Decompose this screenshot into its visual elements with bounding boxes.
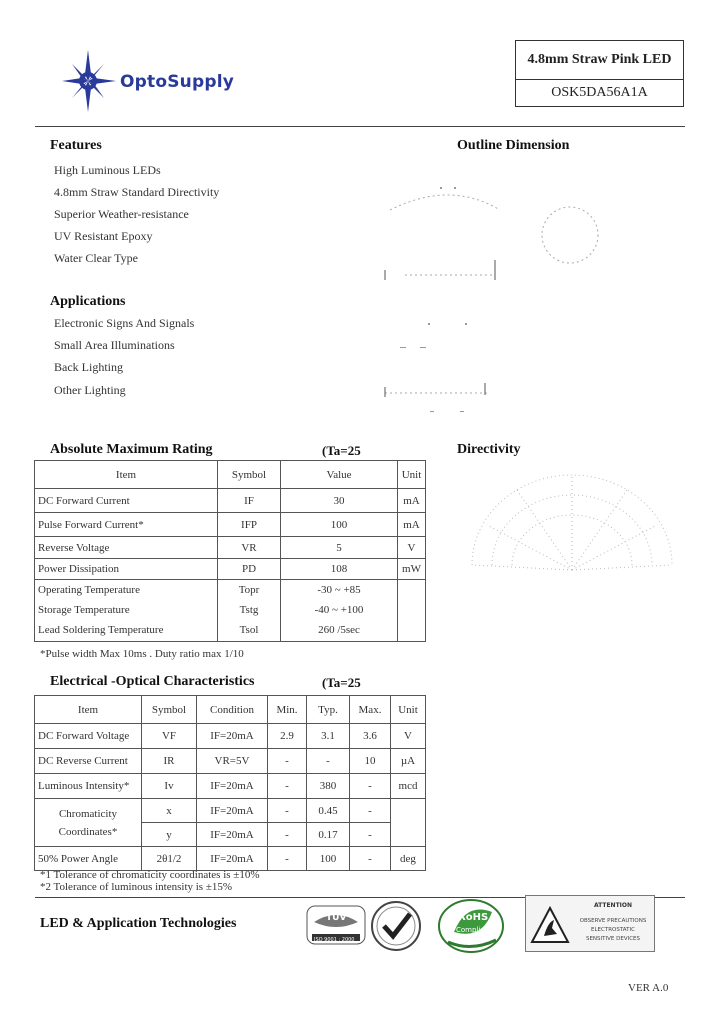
cell: µA <box>391 749 426 774</box>
eo-table <box>34 695 426 871</box>
cell: 30 <box>281 489 398 513</box>
rohs-label: RoHS <box>458 912 489 923</box>
title-box <box>515 40 684 107</box>
applications-heading: Applications <box>50 294 126 309</box>
cell: 2θ1/2 <box>142 847 197 871</box>
cell: IFP <box>218 513 281 537</box>
cell: VR=5V <box>197 749 268 774</box>
header-divider <box>35 126 685 127</box>
cell: DC Reverse Current <box>35 749 142 774</box>
directivity-heading: Directivity <box>457 442 521 457</box>
cell: 5 <box>281 537 398 559</box>
cell: y <box>142 823 197 847</box>
check-mark-icon <box>370 900 422 952</box>
cell: Reverse Voltage <box>35 537 218 559</box>
cell: 108 <box>281 559 398 580</box>
col-header: Condition <box>197 696 268 724</box>
cell: - <box>350 774 391 799</box>
table-row <box>35 537 426 559</box>
cell: IF=20mA <box>197 847 268 871</box>
col-header: Unit <box>398 461 426 489</box>
chromaticity-label: Coordinates* <box>58 825 118 838</box>
attention-title: ATTENTION <box>593 902 633 909</box>
footer-title: LED & Application Technologies <box>40 916 237 931</box>
table-row <box>35 559 426 580</box>
table-row <box>35 580 426 642</box>
cell: Tstg <box>239 604 259 616</box>
cell: Iv <box>142 774 197 799</box>
cell: -30 ~ +85 <box>317 584 361 596</box>
cell: - <box>350 799 391 823</box>
table-row <box>35 847 426 871</box>
col-header: Symbol <box>218 461 281 489</box>
cell: Luminous Intensity* <box>35 774 142 799</box>
cell: - <box>268 823 307 847</box>
star-logo-icon <box>62 50 118 112</box>
cell: Storage Temperature <box>38 604 130 616</box>
cell: IF=20mA <box>197 799 268 823</box>
cell: Pulse Forward Current* <box>35 513 218 537</box>
cell: DC Forward Voltage <box>35 724 142 749</box>
attention-line: OBSERVE PRECAUTIONS <box>579 918 647 924</box>
cell: 10 <box>350 749 391 774</box>
table-row <box>35 489 426 513</box>
cell: 3.1 <box>307 724 350 749</box>
outline-heading: Outline Dimension <box>457 138 570 153</box>
cell: - <box>307 749 350 774</box>
cell: Operating Temperature <box>38 584 140 596</box>
outline-drawing <box>370 175 620 415</box>
esd-attention-label <box>525 895 655 952</box>
application-item: Other Lighting <box>54 383 126 397</box>
abs-max-ta: (Ta=25 <box>322 443 361 458</box>
cell: 260 /5sec <box>318 624 360 636</box>
col-header: Typ. <box>307 696 350 724</box>
feature-item: Water Clear Type <box>54 251 138 265</box>
certification-check-badge <box>370 900 422 952</box>
eo-note-2: *2 Tolerance of luminous intensity is ±15% <box>40 881 233 893</box>
cell: mA <box>398 489 426 513</box>
cell: VR <box>218 537 281 559</box>
cell: 3.6 <box>350 724 391 749</box>
application-item: Small Area Illuminations <box>54 338 175 352</box>
cell: Topr <box>238 584 260 596</box>
cell: 50% Power Angle <box>35 847 142 871</box>
cell: DC Forward Current <box>35 489 218 513</box>
abs-max-table <box>34 460 426 642</box>
eo-note-1: *1 Tolerance of chromaticity coordinates is ±10% <box>40 869 260 881</box>
col-header: Value <box>281 461 398 489</box>
cell: 100 <box>307 847 350 871</box>
cell: 2.9 <box>268 724 307 749</box>
cell: PD <box>218 559 281 580</box>
attention-line: ELECTROSTATIC <box>591 927 635 933</box>
directivity-chart <box>462 470 682 580</box>
cell: - <box>350 823 391 847</box>
feature-item: Superior Weather-resistance <box>54 207 189 221</box>
cell: - <box>268 847 307 871</box>
abs-max-note: *Pulse width Max 10ms . Duty ratio max 1/10 <box>40 648 244 660</box>
cell: IR <box>142 749 197 774</box>
cell: V <box>398 537 426 559</box>
cell: 380 <box>307 774 350 799</box>
cell: Power Dissipation <box>35 559 218 580</box>
table-row <box>35 774 426 799</box>
tuv-label: TÜV <box>326 913 347 923</box>
cell: x <box>142 799 197 823</box>
cell: - <box>350 847 391 871</box>
cell: Lead Soldering Temperature <box>38 624 164 636</box>
cell: IF=20mA <box>197 774 268 799</box>
cell: VF <box>142 724 197 749</box>
cell: mW <box>398 559 426 580</box>
part-number: OSK5DA56A1A <box>551 85 648 100</box>
cell: - <box>268 774 307 799</box>
iso-label: ISO 9001 : 2000 <box>314 937 355 943</box>
feature-item: High Luminous LEDs <box>54 163 161 177</box>
version-label: VER A.0 <box>628 982 669 994</box>
feature-item: UV Resistant Epoxy <box>54 229 153 243</box>
col-header: Unit <box>391 696 426 724</box>
col-header: Item <box>35 696 142 724</box>
cell: V <box>391 724 426 749</box>
optosupply-logo <box>62 50 272 114</box>
cell: - <box>268 749 307 774</box>
cell: -40 ~ +100 <box>314 604 364 616</box>
rohs-badge <box>436 898 506 954</box>
brand-name: OptoSupply <box>120 72 235 92</box>
cell: Tsol <box>239 624 259 636</box>
chromaticity-label: Chromaticity <box>58 807 118 820</box>
attention-line: SENSITIVE DEVICES <box>585 936 641 942</box>
feature-item: 4.8mm Straw Standard Directivity <box>54 185 220 199</box>
table-row <box>35 799 426 823</box>
eo-heading: Electrical -Optical Characteristics <box>50 674 255 689</box>
tuv-iso-badge <box>306 902 366 948</box>
col-header: Item <box>35 461 218 489</box>
cell: 0.45 <box>307 799 350 823</box>
cell: IF=20mA <box>197 724 268 749</box>
abs-max-heading: Absolute Maximum Rating <box>50 442 213 457</box>
rohs-sub: Compliant <box>456 926 492 934</box>
col-header: Symbol <box>142 696 197 724</box>
col-header: Min. <box>268 696 307 724</box>
cell: IF=20mA <box>197 823 268 847</box>
eo-ta: (Ta=25 <box>322 675 361 690</box>
cell: IF <box>218 489 281 513</box>
cell: 100 <box>281 513 398 537</box>
table-row <box>35 749 426 774</box>
features-heading: Features <box>50 138 102 153</box>
cell: mA <box>398 513 426 537</box>
product-title: 4.8mm Straw Pink LED <box>516 41 683 80</box>
cell: 0.17 <box>307 823 350 847</box>
cell: deg <box>391 847 426 871</box>
col-header: Max. <box>350 696 391 724</box>
application-item: Back Lighting <box>54 360 123 374</box>
table-row <box>35 724 426 749</box>
application-item: Electronic Signs And Signals <box>54 316 195 330</box>
cell: - <box>268 799 307 823</box>
cell: mcd <box>391 774 426 799</box>
table-row <box>35 513 426 537</box>
esd-warning-icon <box>530 906 570 944</box>
